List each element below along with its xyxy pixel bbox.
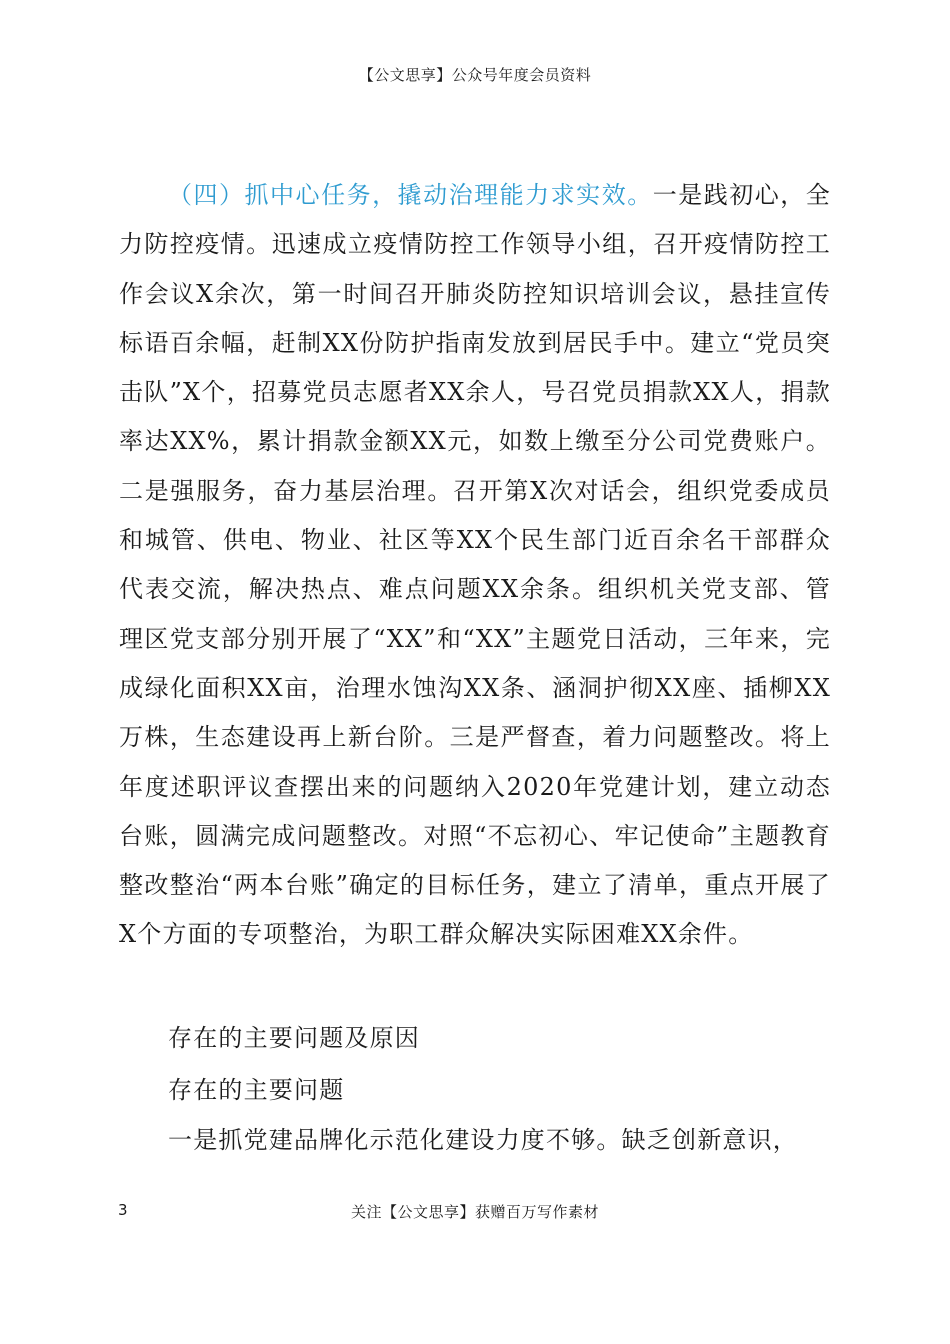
page-footer: 关注【公文思享】获赠百万写作素材 [350,1203,599,1221]
section-title: 存在的主要问题及原因 [168,1024,420,1052]
paragraph-heading: （四）抓中心任务，撬动治理能力求实效。 [168,181,653,209]
page-header: 【公文思享】公众号年度会员资料 [358,66,592,84]
paragraph-problem-one: 一是抓党建品牌化示范化建设力度不够。缺乏创新意识， [168,1126,798,1154]
paragraph-body: 一是践初心，全力防控疫情。迅速成立疫情防控工作领导小组，召开疫情防控工作会议X余次，第一时间召开肺炎防控知识培训会议，悬挂宣传标语百余幅，赶制XX份防护指南发放到居民手中。建立“党员突击队”X个，招募党员志愿者XX余人，号召党员捐款XX人，捐款率达XX%，累计捐款金额XX元，如数上缴至分公司党费账户。二是强服务，奋力基层治理。召开第X次对话会，组织党委成员和城管、供电、物业、社区等XX个民生部门近百余名干部群众代表交流，解决热点、难点问题XX余条。组织机关党支部、管理区党支部分别开展了“XX”和“XX”主题党日活动，三年来，完成绿化面积XX亩，治理水蚀沟XX条、涵洞护彻XX座、插柳XX万株，生态建设再上新台阶。三是严督查，着力问题整改。将上年度述职评议查摆出来的问题纳入2020年党建计划，建立动态台账，圆满完成问题整改。对照“不忘初心、牢记使命”主题教育整改整治“两本台账”确定的目标任务，建立了清单，重点开展了X个方面的专项整治，为职工群众解决实际困难XX余件。 [119,181,831,949]
page-number: 3 [118,1201,128,1219]
subsection-title: 存在的主要问题 [168,1076,345,1104]
paragraph-center-tasks [119,171,831,960]
